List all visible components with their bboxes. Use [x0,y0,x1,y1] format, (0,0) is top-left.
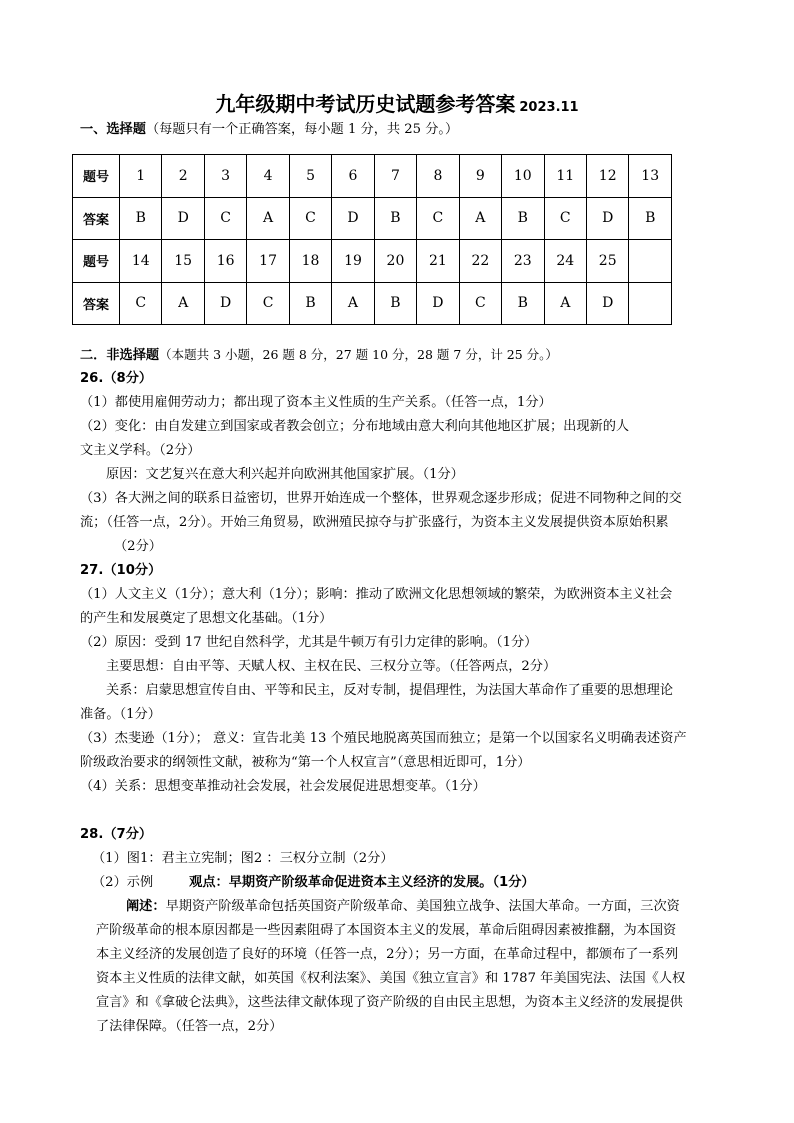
title-text: 九年级期中考试历史试题参考答案 [215,92,516,116]
table-cell: 2 [162,155,204,198]
table-cell: C [247,282,289,325]
table-cell: A [162,282,204,325]
table-cell: C [544,197,586,240]
table-cell: 7 [374,155,416,198]
table-cell: C [459,282,501,325]
table-cell: 8 [417,155,459,198]
table-cell: A [544,282,586,325]
q27-line-5: 关系：启蒙思想宣传自由、平等和民主，反对专制，提倡理性，为法国大革命作了重要的思想理论 [106,683,674,698]
table-cell [629,282,672,325]
table-label-q: 题号 [73,240,120,283]
table-cell: 22 [459,240,501,283]
q28-line-4: 产阶级革命的根本原因都是一些因素阻碍了本国资本主义的发展，革命后阻碍因素被推翻，为本国资 [96,923,677,938]
q28-heading: 28.（7分） [80,827,153,842]
q26-line-6: 流；（任答一点，2分）。开始三角贸易，欧洲殖民掠夺与扩张盛行，为资本主义发展提供资本原始积累 [80,515,669,530]
section2-heading: 二．非选择题（本题共 3 小题，26 题 8 分，27 题 10 分，28 题 7 分，计 25 分。） [80,347,558,363]
q28-line-3: 阐述：早期资产阶级革命包括英国资产阶级革命、美国独立战争、法国大革命。一方面，三次资 [126,899,680,914]
table-cell: 15 [162,240,204,283]
table-cell: 10 [502,155,544,198]
table-cell: 4 [247,155,289,198]
table-cell: 24 [544,240,586,283]
q27-line-3: （2）原因：受到 17 世纪自然科学，尤其是牛顿万有引力定律的影响。（1分） [80,635,538,650]
q26-line-1: （1）都使用雇佣劳动力；都出现了资本主义性质的生产关系。（任答一点，1分） [80,395,552,410]
table-label-a: 答案 [73,282,120,325]
table-row-q2 [73,240,672,283]
table-label-a: 答案 [73,197,120,240]
table-cell: 9 [459,155,501,198]
q26-heading: 26.（8分） [80,371,153,386]
table-label-q: 题号 [73,155,120,198]
page-title [0,88,794,117]
table-cell: A [332,282,374,325]
title-date: 2023.11 [519,100,579,115]
q26-line-4: 原因：文艺复兴在意大利兴起并向欧洲其他国家扩展。（1分） [106,467,464,482]
table-cell: D [417,282,459,325]
table-cell: B [120,197,162,240]
table-row-a1 [73,197,672,240]
q26-line-5: （3）各大洲之间的联系日益密切，世界开始连成一个整体，世界观念逐步形成；促进不同物种之间的交 [80,491,682,506]
q28-line-2: （2）示例 观点：早期资产阶级革命促进资本主义经济的发展。（1分） [92,875,535,890]
table-cell: B [629,197,672,240]
table-cell: 11 [544,155,586,198]
table-cell: B [374,197,416,240]
q27-line-2: 的产生和发展奠定了思想文化基础。（1分） [80,611,333,626]
table-cell: C [204,197,246,240]
table-cell: 25 [586,240,628,283]
table-row-a2 [73,282,672,325]
answer-table [72,154,672,325]
q26-line-2: （2）变化：由自发建立到国家或者教会创立；分布地域由意大利向其他地区扩展；出现新的人 [80,419,630,434]
table-cell: 5 [289,155,331,198]
table-cell: D [332,197,374,240]
table-cell: 19 [332,240,374,283]
table-cell: D [162,197,204,240]
q27-line-7: （3）杰斐逊（1分）； 意义：宣告北美 13 个殖民地脱离英国而独立；是第一个以国家名义明确表述资产 [80,731,687,746]
q27-line-8: 阶级政治要求的纲领性文献，被称为“第一个人权宣言”（意思相近即可，1分） [80,755,531,770]
table-cell: B [502,282,544,325]
table-cell: C [120,282,162,325]
table-cell: A [247,197,289,240]
table-cell: B [289,282,331,325]
table-cell: 1 [120,155,162,198]
table-cell: D [586,282,628,325]
table-cell: 18 [289,240,331,283]
table-cell: D [586,197,628,240]
q28-line-8: 了法律保障。（任答一点，2分） [96,1019,283,1034]
table-cell: 20 [374,240,416,283]
table-cell: 3 [204,155,246,198]
q28-line-1: （1）图1：君主立宪制；图2 ：三权分立制（2分） [92,851,394,866]
table-cell: C [289,197,331,240]
table-cell: B [374,282,416,325]
table-row-q1 [73,155,672,198]
table-cell: 13 [629,155,672,198]
table-cell: 21 [417,240,459,283]
q28-line-5: 本主义经济的发展创造了良好的环境（任答一点，2分）；另一方面，在革命过程中，都颁布了一系列 [96,947,679,962]
q26-line-3: 文主义学科。（2分） [80,443,201,458]
table-cell: C [417,197,459,240]
q27-line-4: 主要思想：自由平等、天赋人权、主权在民、三权分立等。（任答两点，2分） [106,659,557,674]
q27-line-1: （1）人文主义（1分）；意大利（1分）；影响：推动了欧洲文化思想领域的繁荣，为欧洲资本主义社会 [80,587,673,602]
table-cell: A [459,197,501,240]
table-cell [629,240,672,283]
section1-heading: 一、选择题（每题只有一个正确答案，每小题 1 分，共 25 分。） [80,122,459,137]
q27-heading: 27.（10分） [80,563,162,578]
table-cell: 6 [332,155,374,198]
q27-line-6: 准备。（1分） [80,707,161,722]
table-cell: 17 [247,240,289,283]
q28-line-6: 资本主义性质的法律文献，如英国《权利法案》、美国《独立宣言》和 1787 年美国宪法、法国《人权 [96,971,686,986]
table-cell: D [204,282,246,325]
q28-line-7: 宣言》和《拿破仑法典》，这些法律文献体现了资产阶级的自由民主思想，为资本主义经济的发展提供 [96,995,683,1010]
table-cell: B [502,197,544,240]
q27-line-9: （4）关系：思想变革推动社会发展，社会发展促进思想变革。（1分） [80,779,486,794]
table-cell: 16 [204,240,246,283]
table-cell: 12 [586,155,628,198]
table-cell: 14 [120,240,162,283]
table-cell: 23 [502,240,544,283]
q26-line-7: （2分） [114,539,162,554]
